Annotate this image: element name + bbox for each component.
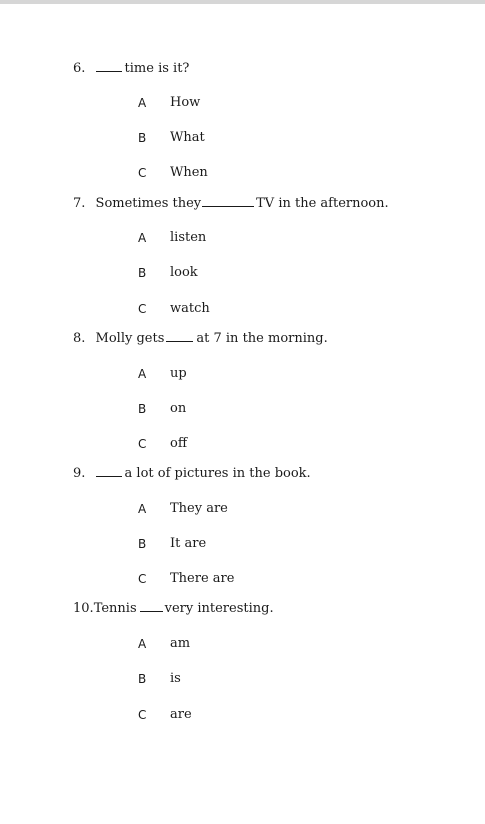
option-text: look (170, 265, 198, 280)
option-text: When (170, 165, 208, 180)
option-letter: A (138, 502, 147, 516)
option-letter: A (138, 231, 147, 245)
option-text: am (170, 636, 191, 651)
answer-blank (202, 195, 254, 207)
question-text-before: Sometimes they (95, 196, 202, 211)
option-letter: B (138, 266, 147, 280)
question-text-after: a lot of pictures in the book. (124, 466, 311, 481)
option-text: are (170, 707, 192, 722)
option-letter: A (138, 367, 147, 381)
option-letter: B (138, 537, 147, 551)
option-text: on (170, 401, 187, 416)
option-text: is (170, 671, 181, 686)
option-letter: B (138, 131, 147, 145)
option-text: It are (170, 536, 207, 551)
option-letter: A (138, 96, 147, 110)
question-6 (73, 60, 189, 77)
answer-blank (96, 465, 122, 477)
option-text: What (170, 130, 205, 145)
question-text-after: very interesting. (164, 601, 274, 616)
question-text-after: time is it? (124, 61, 190, 76)
answer-blank (140, 600, 163, 612)
option-text: up (170, 366, 187, 381)
question-10 (73, 600, 274, 617)
option-text: There are (170, 571, 235, 586)
question-number: 10. (73, 601, 94, 616)
option-letter: B (138, 672, 147, 686)
option-letter: C (138, 302, 147, 316)
question-number: 8. (73, 331, 86, 346)
question-text-before: Tennis (93, 601, 137, 616)
option-text: listen (170, 230, 207, 245)
question-8 (73, 330, 328, 347)
question-number: 9. (73, 466, 86, 481)
question-text-after: TV in the afternoon. (256, 196, 389, 211)
question-7 (73, 195, 389, 212)
option-text: off (170, 436, 188, 451)
option-letter: C (138, 708, 147, 722)
question-text-after: at 7 in the morning. (196, 331, 328, 346)
option-letter: C (138, 572, 147, 586)
option-letter: B (138, 402, 147, 416)
question-9 (73, 465, 311, 482)
option-letter: A (138, 637, 147, 651)
answer-blank (96, 60, 122, 72)
option-letter: C (138, 166, 147, 180)
option-letter: C (138, 437, 147, 451)
answer-blank (166, 330, 193, 342)
option-text: watch (170, 301, 210, 316)
question-number: 7. (73, 196, 86, 211)
option-text: They are (170, 501, 228, 516)
question-number: 6. (73, 61, 86, 76)
option-text: How (170, 95, 201, 110)
question-text-before: Molly gets (95, 331, 165, 346)
